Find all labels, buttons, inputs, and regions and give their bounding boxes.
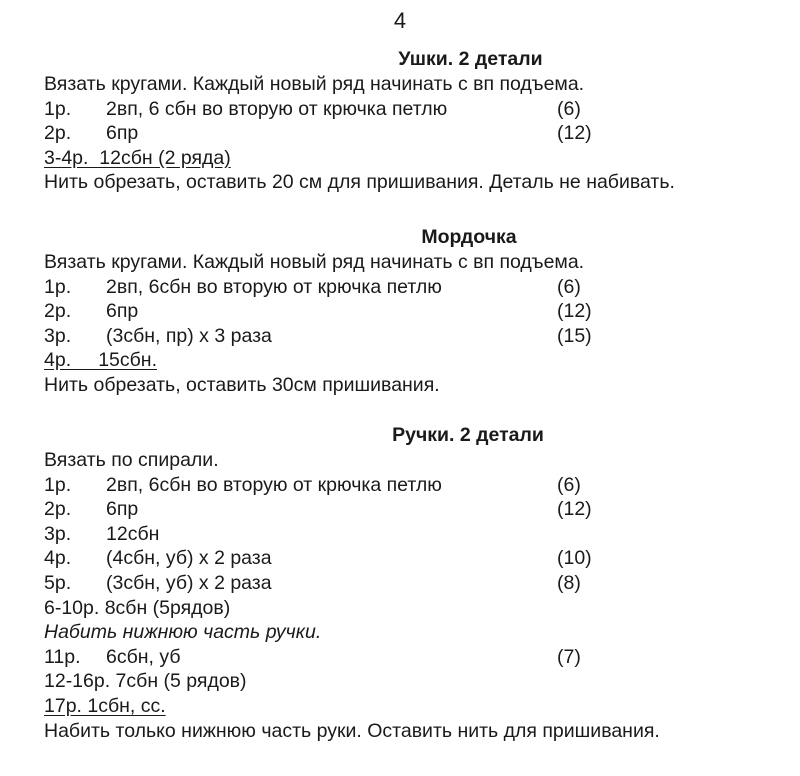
row-stitch-count: (15) — [557, 324, 592, 347]
intro-text: Вязать по спирали. — [44, 449, 219, 471]
row-stitch-count: (7) — [557, 645, 581, 668]
pattern-row — [44, 97, 774, 122]
section-title: Ушки. 2 детали — [398, 48, 543, 70]
row-description: 6пр — [106, 498, 139, 521]
intro-text: Вязать кругами. Каждый новый ряд начинать с вп подъема. — [44, 251, 585, 273]
underlined-row-wrap — [44, 348, 774, 373]
row-description: (3сбн, уб) х 2 раза — [106, 571, 272, 594]
row-number: 2р. — [44, 498, 72, 521]
row-number: 4р. — [44, 547, 72, 570]
outro-text: Нить обрезать, оставить 30см пришивания. — [44, 373, 440, 396]
row-stitch-count: (12) — [557, 498, 592, 521]
page-number: 4 — [393, 8, 407, 33]
pattern-row — [44, 121, 774, 146]
intro-text: Вязать кругами. Каждый новый ряд начинать с вп подъема. — [44, 73, 585, 95]
row-number: 11р. — [44, 645, 81, 668]
row-description: 2вп, 6сбн во вторую от крючка петлю — [106, 275, 442, 298]
row-stitch-count: (12) — [557, 122, 592, 145]
pattern-row — [44, 645, 774, 670]
section-ears — [44, 46, 774, 195]
outro-text: Нить обрезать, оставить 20 см для пришивания. Деталь не набивать. — [44, 171, 675, 194]
pattern-row — [44, 571, 774, 596]
pattern-row — [44, 299, 774, 324]
underlined-row: 17р. 1сбн, сс. — [44, 694, 166, 717]
section-title: Мордочка — [421, 226, 517, 248]
underlined-row-wrap — [44, 694, 774, 719]
pattern-row — [44, 275, 774, 300]
row-stitch-count: (6) — [557, 275, 581, 298]
row-stitch-count: (6) — [557, 97, 581, 120]
row-number: 2р. — [44, 300, 72, 323]
italic-note: Набить нижнюю часть ручки. — [44, 621, 322, 644]
row-description: 2вп, 6сбн во вторую от крючка петлю — [106, 473, 442, 496]
underlined-row: 3-4р. 12сбн (2 ряда) — [44, 146, 231, 169]
pattern-row — [44, 522, 774, 547]
outro-text: Набить только нижнюю часть руки. Оставить нить для пришивания. — [44, 719, 660, 742]
section-title: Ручки. 2 детали — [392, 424, 544, 446]
row-number: 1р. — [44, 97, 72, 120]
row-description: 6пр — [106, 122, 139, 145]
row-stitch-count: (10) — [557, 547, 592, 570]
underlined-row: 4р. 15сбн. — [44, 349, 157, 372]
row-number: 2р. — [44, 122, 72, 145]
row-description: 6пр — [106, 300, 139, 323]
range-row: 12-16р. 7сбн (5 рядов) — [44, 670, 247, 693]
row-description: (3сбн, пр) х 3 раза — [106, 324, 272, 347]
row-description: 6сбн, уб — [106, 645, 181, 668]
pattern-row — [44, 473, 774, 498]
range-row: 6-10р. 8сбн (5рядов) — [44, 596, 231, 619]
row-stitch-count: (8) — [557, 571, 581, 594]
row-stitch-count: (12) — [557, 300, 592, 323]
row-number: 3р. — [44, 522, 72, 545]
row-number: 1р. — [44, 275, 72, 298]
row-description: 12сбн — [106, 522, 160, 545]
row-number: 5р. — [44, 571, 72, 594]
pattern-row — [44, 546, 774, 571]
row-number: 1р. — [44, 473, 72, 496]
row-description: 2вп, 6 сбн во вторую от крючка петлю — [106, 97, 448, 120]
section-hands — [44, 422, 774, 743]
row-stitch-count: (6) — [557, 473, 581, 496]
underlined-row-wrap — [44, 146, 774, 171]
pattern-row — [44, 497, 774, 522]
row-description: (4сбн, уб) х 2 раза — [106, 547, 272, 570]
row-number: 3р. — [44, 324, 72, 347]
pattern-row — [44, 324, 774, 349]
section-muzzle — [44, 224, 774, 398]
